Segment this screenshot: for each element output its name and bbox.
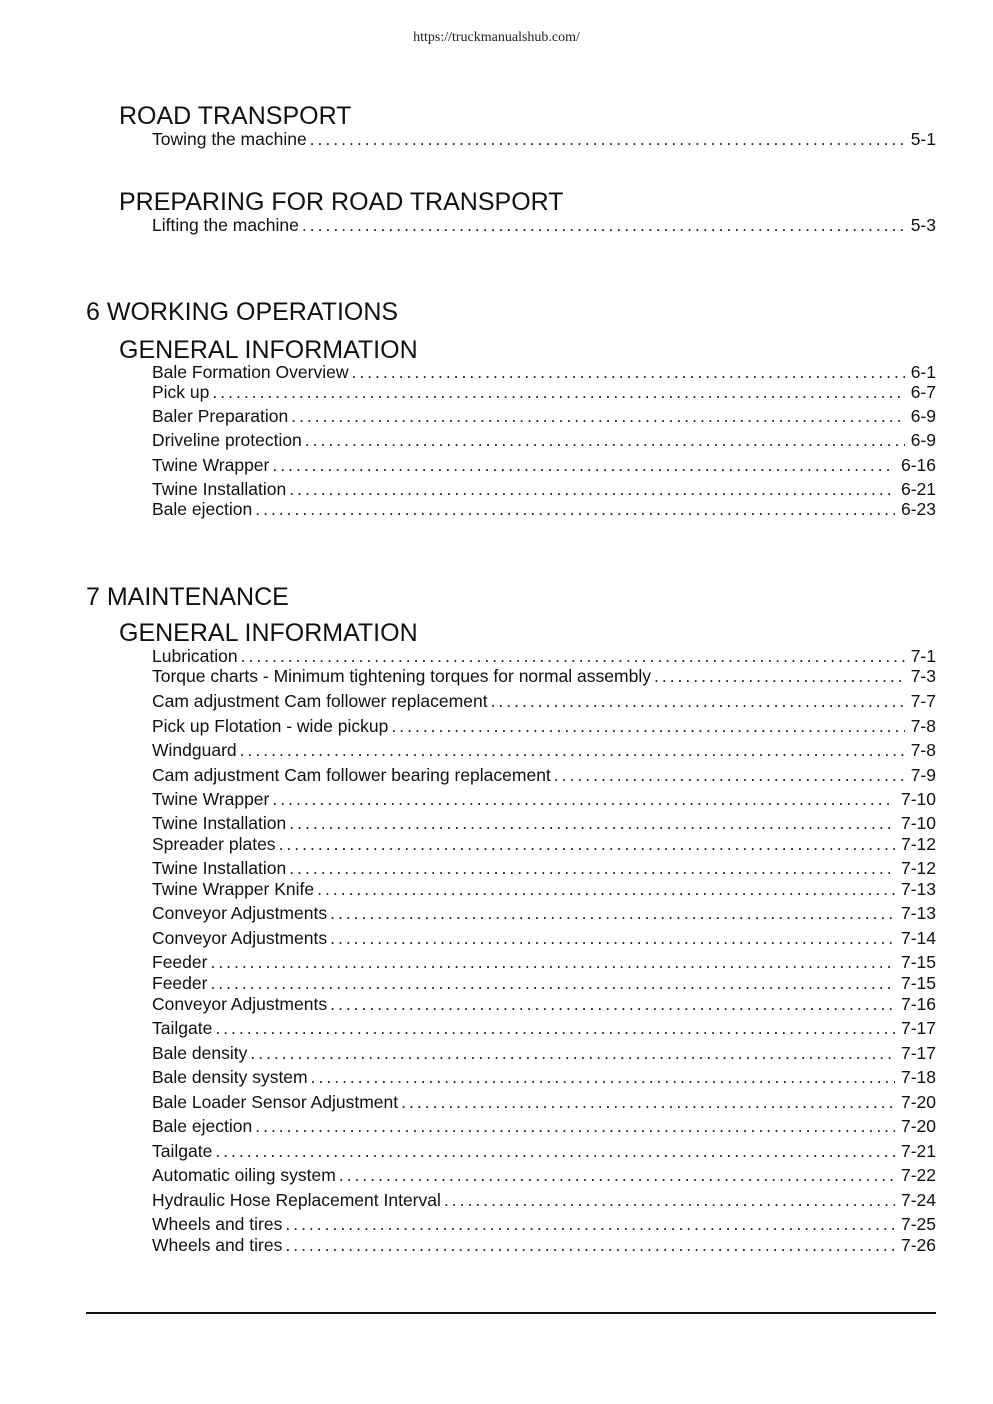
toc-entry[interactable] xyxy=(152,951,936,973)
toc-entry-page: 7-17 xyxy=(900,1018,936,1038)
toc-entry-page: 7-20 xyxy=(900,1116,936,1136)
toc-leader-dots xyxy=(289,812,895,834)
toc-leader-dots xyxy=(255,498,895,520)
toc-entry-page: 6-9 xyxy=(910,430,936,450)
toc-entry-page: 6-23 xyxy=(900,499,936,519)
toc-entry-page: 5-3 xyxy=(910,215,936,235)
toc-entry-page: 7-14 xyxy=(900,928,936,948)
toc-entry-title: Feeder xyxy=(152,952,208,972)
toc-entry[interactable] xyxy=(152,788,936,810)
toc-entry-page: 7-15 xyxy=(900,952,936,972)
toc-entry-page: 7-9 xyxy=(910,765,936,785)
chapter-heading-working-operations: 6 WORKING OPERATIONS xyxy=(86,298,399,326)
toc-entry[interactable] xyxy=(152,739,936,761)
toc-entry[interactable] xyxy=(152,812,936,834)
toc-leader-dots xyxy=(285,1234,895,1256)
toc-entry-page: 5-1 xyxy=(910,129,936,149)
toc-entry[interactable] xyxy=(152,857,936,879)
toc-entry-page: 7-21 xyxy=(900,1141,936,1161)
toc-entry[interactable] xyxy=(152,1234,936,1256)
toc-entry[interactable] xyxy=(152,1066,936,1088)
toc-entry-title: Tailgate xyxy=(152,1141,213,1161)
toc-entry-title: Bale density system xyxy=(152,1067,308,1087)
toc-leader-dots xyxy=(305,429,905,451)
toc-entry-page: 7-12 xyxy=(900,858,936,878)
toc-leader-dots xyxy=(401,1091,895,1113)
toc-leader-dots xyxy=(210,951,895,973)
toc-entry-page: 7-1 xyxy=(910,646,936,666)
toc-entry-title: Twine Wrapper xyxy=(152,789,270,809)
toc-entry-title: Bale Formation Overview xyxy=(152,362,349,382)
toc-entry-title: Bale Loader Sensor Adjustment xyxy=(152,1092,399,1112)
toc-entry[interactable] xyxy=(152,833,936,855)
toc-entry-page: 7-10 xyxy=(900,813,936,833)
toc-entry-page: 7-7 xyxy=(910,691,936,711)
toc-leader-dots xyxy=(215,1017,895,1039)
toc-leader-dots xyxy=(330,902,895,924)
toc-entry[interactable] xyxy=(152,993,936,1015)
toc-leader-dots xyxy=(285,1213,895,1235)
toc-entry-title: Torque charts - Minimum tightening torques for normal assembly xyxy=(152,666,651,686)
toc-entry-page: 6-1 xyxy=(910,362,936,382)
toc-leader-dots xyxy=(212,381,904,403)
toc-leader-dots xyxy=(279,833,895,855)
toc-leader-dots xyxy=(317,878,895,900)
toc-leader-dots xyxy=(491,690,905,712)
toc-entry-page: 7-13 xyxy=(900,879,936,899)
toc-entry-title: Tailgate xyxy=(152,1018,213,1038)
toc-entry-title: Driveline protection xyxy=(152,430,302,450)
toc-entry[interactable] xyxy=(152,405,936,427)
toc-leader-dots xyxy=(272,454,895,476)
toc-entry-page: 7-15 xyxy=(900,973,936,993)
toc-leader-dots xyxy=(330,927,895,949)
toc-leader-dots xyxy=(289,478,895,500)
toc-entry-title: Twine Installation xyxy=(152,813,287,833)
toc-entry-page: 7-13 xyxy=(900,903,936,923)
toc-entry[interactable] xyxy=(152,498,936,520)
toc-leader-dots xyxy=(330,993,895,1015)
source-url[interactable]: https://truckmanualshub.com/ xyxy=(413,30,580,45)
toc-entry-title: Feeder xyxy=(152,973,208,993)
toc-entry-title: Bale ejection xyxy=(152,1116,253,1136)
toc-entry[interactable] xyxy=(152,128,936,150)
toc-entry-title: Pick up xyxy=(152,382,210,402)
toc-entry-title: Automatic oiling system xyxy=(152,1165,336,1185)
toc-entry-page: 6-21 xyxy=(900,479,936,499)
toc-entry-title: Twine Installation xyxy=(152,479,287,499)
toc-leader-dots xyxy=(391,715,904,737)
toc-entry[interactable] xyxy=(152,1115,936,1137)
toc-entry[interactable] xyxy=(152,1164,936,1186)
toc-leader-dots xyxy=(250,1042,895,1064)
toc-entry-title: Conveyor Adjustments xyxy=(152,903,328,923)
toc-entry[interactable] xyxy=(152,665,936,687)
toc-leader-dots xyxy=(241,645,905,667)
subsection-heading-general-information: GENERAL INFORMATION xyxy=(119,619,418,647)
chapter-heading-maintenance: 7 MAINTENANCE xyxy=(86,583,289,611)
toc-entry-title: Conveyor Adjustments xyxy=(152,928,328,948)
toc-entry[interactable] xyxy=(152,454,936,476)
toc-entry-title: Baler Preparation xyxy=(152,406,289,426)
toc-entry-page: 7-26 xyxy=(900,1235,936,1255)
toc-entry[interactable] xyxy=(152,1140,936,1162)
toc-entry-page: 6-16 xyxy=(900,455,936,475)
toc-entry-page: 7-22 xyxy=(900,1165,936,1185)
toc-entry[interactable] xyxy=(152,429,936,451)
toc-entry[interactable] xyxy=(152,1017,936,1039)
toc-entry-title: Bale density xyxy=(152,1043,248,1063)
toc-entry-title: Cam adjustment Cam follower bearing replacement xyxy=(152,765,551,785)
toc-entry-title: Hydraulic Hose Replacement Interval xyxy=(152,1190,441,1210)
footer-divider xyxy=(86,1312,936,1314)
toc-entry-page: 7-3 xyxy=(910,666,936,686)
toc-entry[interactable] xyxy=(152,361,936,383)
toc-entry-title: Towing the machine xyxy=(152,129,307,149)
toc-entry-title: Lifting the machine xyxy=(152,215,299,235)
toc-leader-dots xyxy=(289,857,895,879)
toc-leader-dots xyxy=(302,214,905,236)
subsection-heading-general-information: GENERAL INFORMATION xyxy=(119,336,418,364)
toc-entry-title: Cam adjustment Cam follower replacement xyxy=(152,691,488,711)
toc-entry[interactable] xyxy=(152,1091,936,1113)
section-heading-preparing-road-transport: PREPARING FOR ROAD TRANSPORT xyxy=(119,188,564,216)
toc-entry-page: 6-7 xyxy=(910,382,936,402)
toc-entry-page: 7-18 xyxy=(900,1067,936,1087)
toc-leader-dots xyxy=(310,128,905,150)
toc-leader-dots xyxy=(554,764,905,786)
section-heading-road-transport: ROAD TRANSPORT xyxy=(119,102,352,130)
toc-entry-page: 7-10 xyxy=(900,789,936,809)
toc-entry-title: Bale ejection xyxy=(152,499,253,519)
toc-entry[interactable] xyxy=(152,1189,936,1211)
toc-entry[interactable] xyxy=(152,381,936,403)
toc-leader-dots xyxy=(272,788,895,810)
toc-entry[interactable] xyxy=(152,690,936,712)
toc-entry-page: 7-17 xyxy=(900,1043,936,1063)
toc-entry-title: Twine Installation xyxy=(152,858,287,878)
toc-leader-dots xyxy=(255,1115,895,1137)
toc-entry[interactable] xyxy=(152,1042,936,1064)
toc-entry[interactable] xyxy=(152,878,936,900)
toc-entry-title: Windguard xyxy=(152,740,237,760)
toc-entry-title: Wheels and tires xyxy=(152,1214,283,1234)
toc-leader-dots xyxy=(291,405,905,427)
toc-entry[interactable] xyxy=(152,214,936,236)
toc-entry-title: Conveyor Adjustments xyxy=(152,994,328,1014)
toc-leader-dots xyxy=(210,972,895,994)
toc-entry[interactable] xyxy=(152,478,936,500)
toc-entry-page: 7-25 xyxy=(900,1214,936,1234)
toc-entry-page: 7-24 xyxy=(900,1190,936,1210)
toc-entry[interactable] xyxy=(152,902,936,924)
toc-entry[interactable] xyxy=(152,1213,936,1235)
toc-leader-dots xyxy=(654,665,905,687)
toc-entry-title: Spreader plates xyxy=(152,834,276,854)
toc-entry-title: Wheels and tires xyxy=(152,1235,283,1255)
toc-leader-dots xyxy=(444,1189,895,1211)
toc-leader-dots xyxy=(339,1164,895,1186)
toc-entry-title: Twine Wrapper xyxy=(152,455,270,475)
toc-entry-title: Lubrication xyxy=(152,646,238,666)
toc-entry-page: 7-8 xyxy=(910,716,936,736)
toc-entry-title: Pick up Flotation - wide pickup xyxy=(152,716,389,736)
toc-entry-page: 6-9 xyxy=(910,406,936,426)
toc-leader-dots xyxy=(311,1066,895,1088)
toc-entry[interactable] xyxy=(152,764,936,786)
toc-entry[interactable] xyxy=(152,645,936,667)
toc-entry-page: 7-12 xyxy=(900,834,936,854)
toc-entry-page: 7-8 xyxy=(910,740,936,760)
toc-entry[interactable] xyxy=(152,927,936,949)
toc-leader-dots xyxy=(215,1140,895,1162)
toc-entry-page: 7-20 xyxy=(900,1092,936,1112)
toc-entry-page: 7-16 xyxy=(900,994,936,1014)
toc-leader-dots xyxy=(240,739,905,761)
toc-entry[interactable] xyxy=(152,972,936,994)
toc-entry[interactable] xyxy=(152,715,936,737)
toc-entry-title: Twine Wrapper Knife xyxy=(152,879,315,899)
toc-leader-dots xyxy=(351,361,904,383)
